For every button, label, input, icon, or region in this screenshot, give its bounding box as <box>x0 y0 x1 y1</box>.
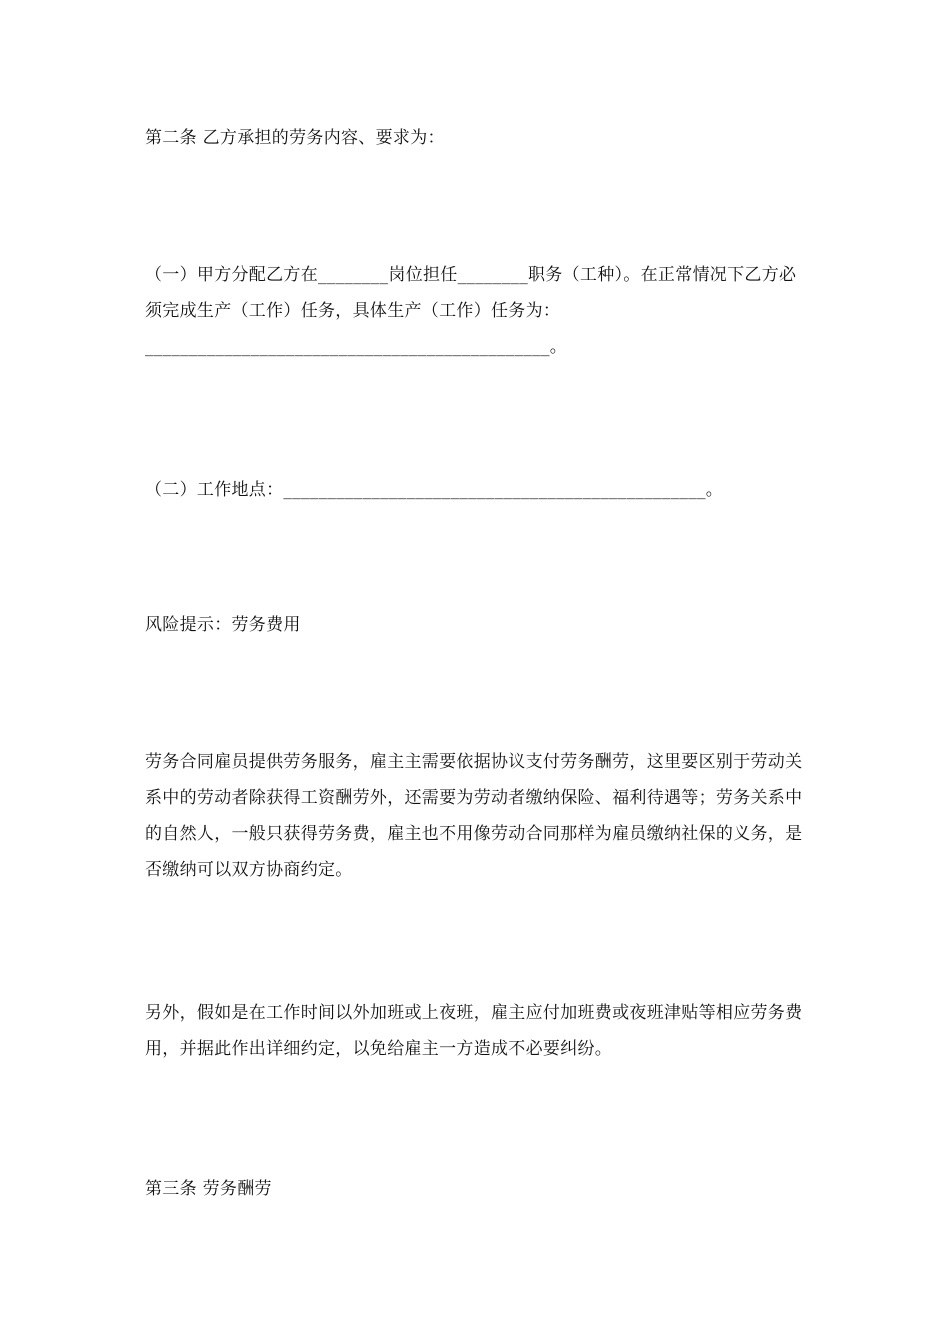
clause-2-work-location: （二）工作地点：________________________________________________。 <box>145 480 724 500</box>
risk-notice-body: 劳务合同雇员提供劳务服务，雇主主需要依据协议支付劳务酬劳，这里要区别于劳动关系中的劳动者除获得工资酬劳外，还需要为劳动者缴纳保险、福利待遇等；劳务关系中的自然人，一般只获得劳务费，雇主也不用像劳动合同那样为雇员缴纳社保的义务，是否缴纳可以双方协商约定。 <box>145 752 803 880</box>
risk-notice-heading: 风险提示：劳务费用 <box>145 615 301 635</box>
clause-1-position-duties: （一）甲方分配乙方在________岗位担任________职务（工种）。在正常情况下乙方必须完成生产（工作）任务，具体生产（工作）任务为：______________________________________________。 <box>145 265 797 357</box>
article-3-heading: 第三条 劳务酬劳 <box>145 1179 272 1199</box>
article-2-heading: 第二条 乙方承担的劳务内容、要求为： <box>145 128 445 148</box>
overtime-note: 另外，假如是在工作时间以外加班或上夜班，雇主应付加班费或夜班津贴等相应劳务费用，并据此作出详细约定，以免给雇主一方造成不必要纠纷。 <box>145 1003 803 1059</box>
